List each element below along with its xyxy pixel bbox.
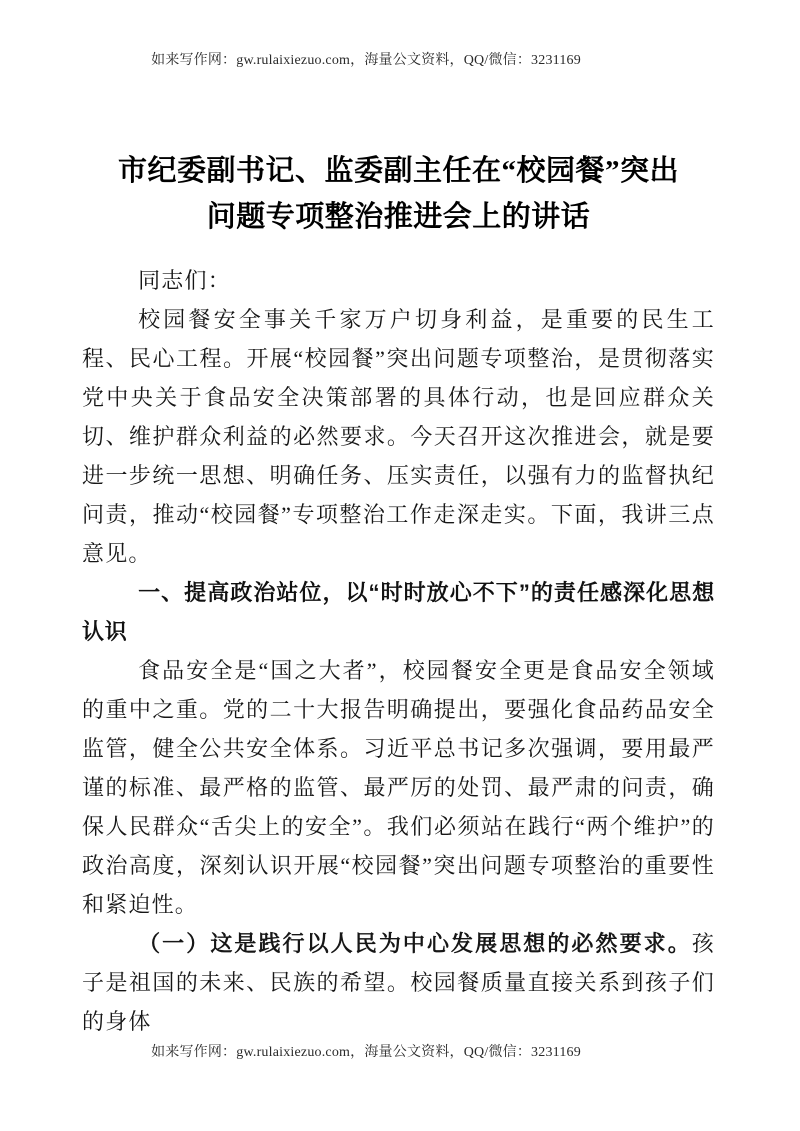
footer-watermark-text: 如来写作网：gw.rulaixiezuo.com，海量公文资料，QQ/微信：3231169 [151,1045,581,1060]
page-title-line-2: 问题专项整治推进会上的讲话 [206,201,591,233]
header-watermark-text: 如来写作网：gw.rulaixiezuo.com，海量公文资料，QQ/微信：3231169 [151,53,581,68]
page-title-line-1: 市纪委副书记、监委副主任在“校园餐”突出 [117,155,679,187]
section-1-paragraph: 食品安全是“国之大者”，校园餐安全更是食品安全领域的重中之重。党的二十大报告明确提出，要强化食品药品安全监管，健全公共安全体系。习近平总书记多次强调，要用最严谨的标准、最严格的监管、最严厉的处罚、最严肃的问责，确保人民群众“舌尖上的安全”。我们必须站在践行“两个维护”的政治高度，深刻认识开展“校园餐”突出问题专项整治的重要性和紧迫性。 [82,658,715,917]
subsection-1-body-text: 孩子是祖国的未来、民族的希望。校园餐质量直接关系到孩子们的身体 [82,931,715,1034]
page-title [82,148,715,240]
subsection-1-lead-sentence: （一）这是践行以人民为中心发展思想的必然要求。 [138,931,692,956]
salutation: 同志们： [138,268,231,293]
paragraph-intro: 校园餐安全事关千家万户切身利益，是重要的民生工程、民心工程。开展“校园餐”突出问题专项整治，是贯彻落实党中央关于食品安全决策部署的具体行动，也是回应群众关切、维护群众利益的必然要求。今天召开这次推进会，就是要进一步统一思想、明确任务、压实责任，以强有力的监督执纪问责，推动“校园餐”专项整治工作走深走实。下面，我讲三点意见。 [82,307,715,566]
subsection-1-paragraph [82,924,715,1041]
document-body [82,261,715,1041]
section-1-heading: 一、提高政治站位，以“时时放心不下”的责任感深化思想认识 [82,580,715,644]
